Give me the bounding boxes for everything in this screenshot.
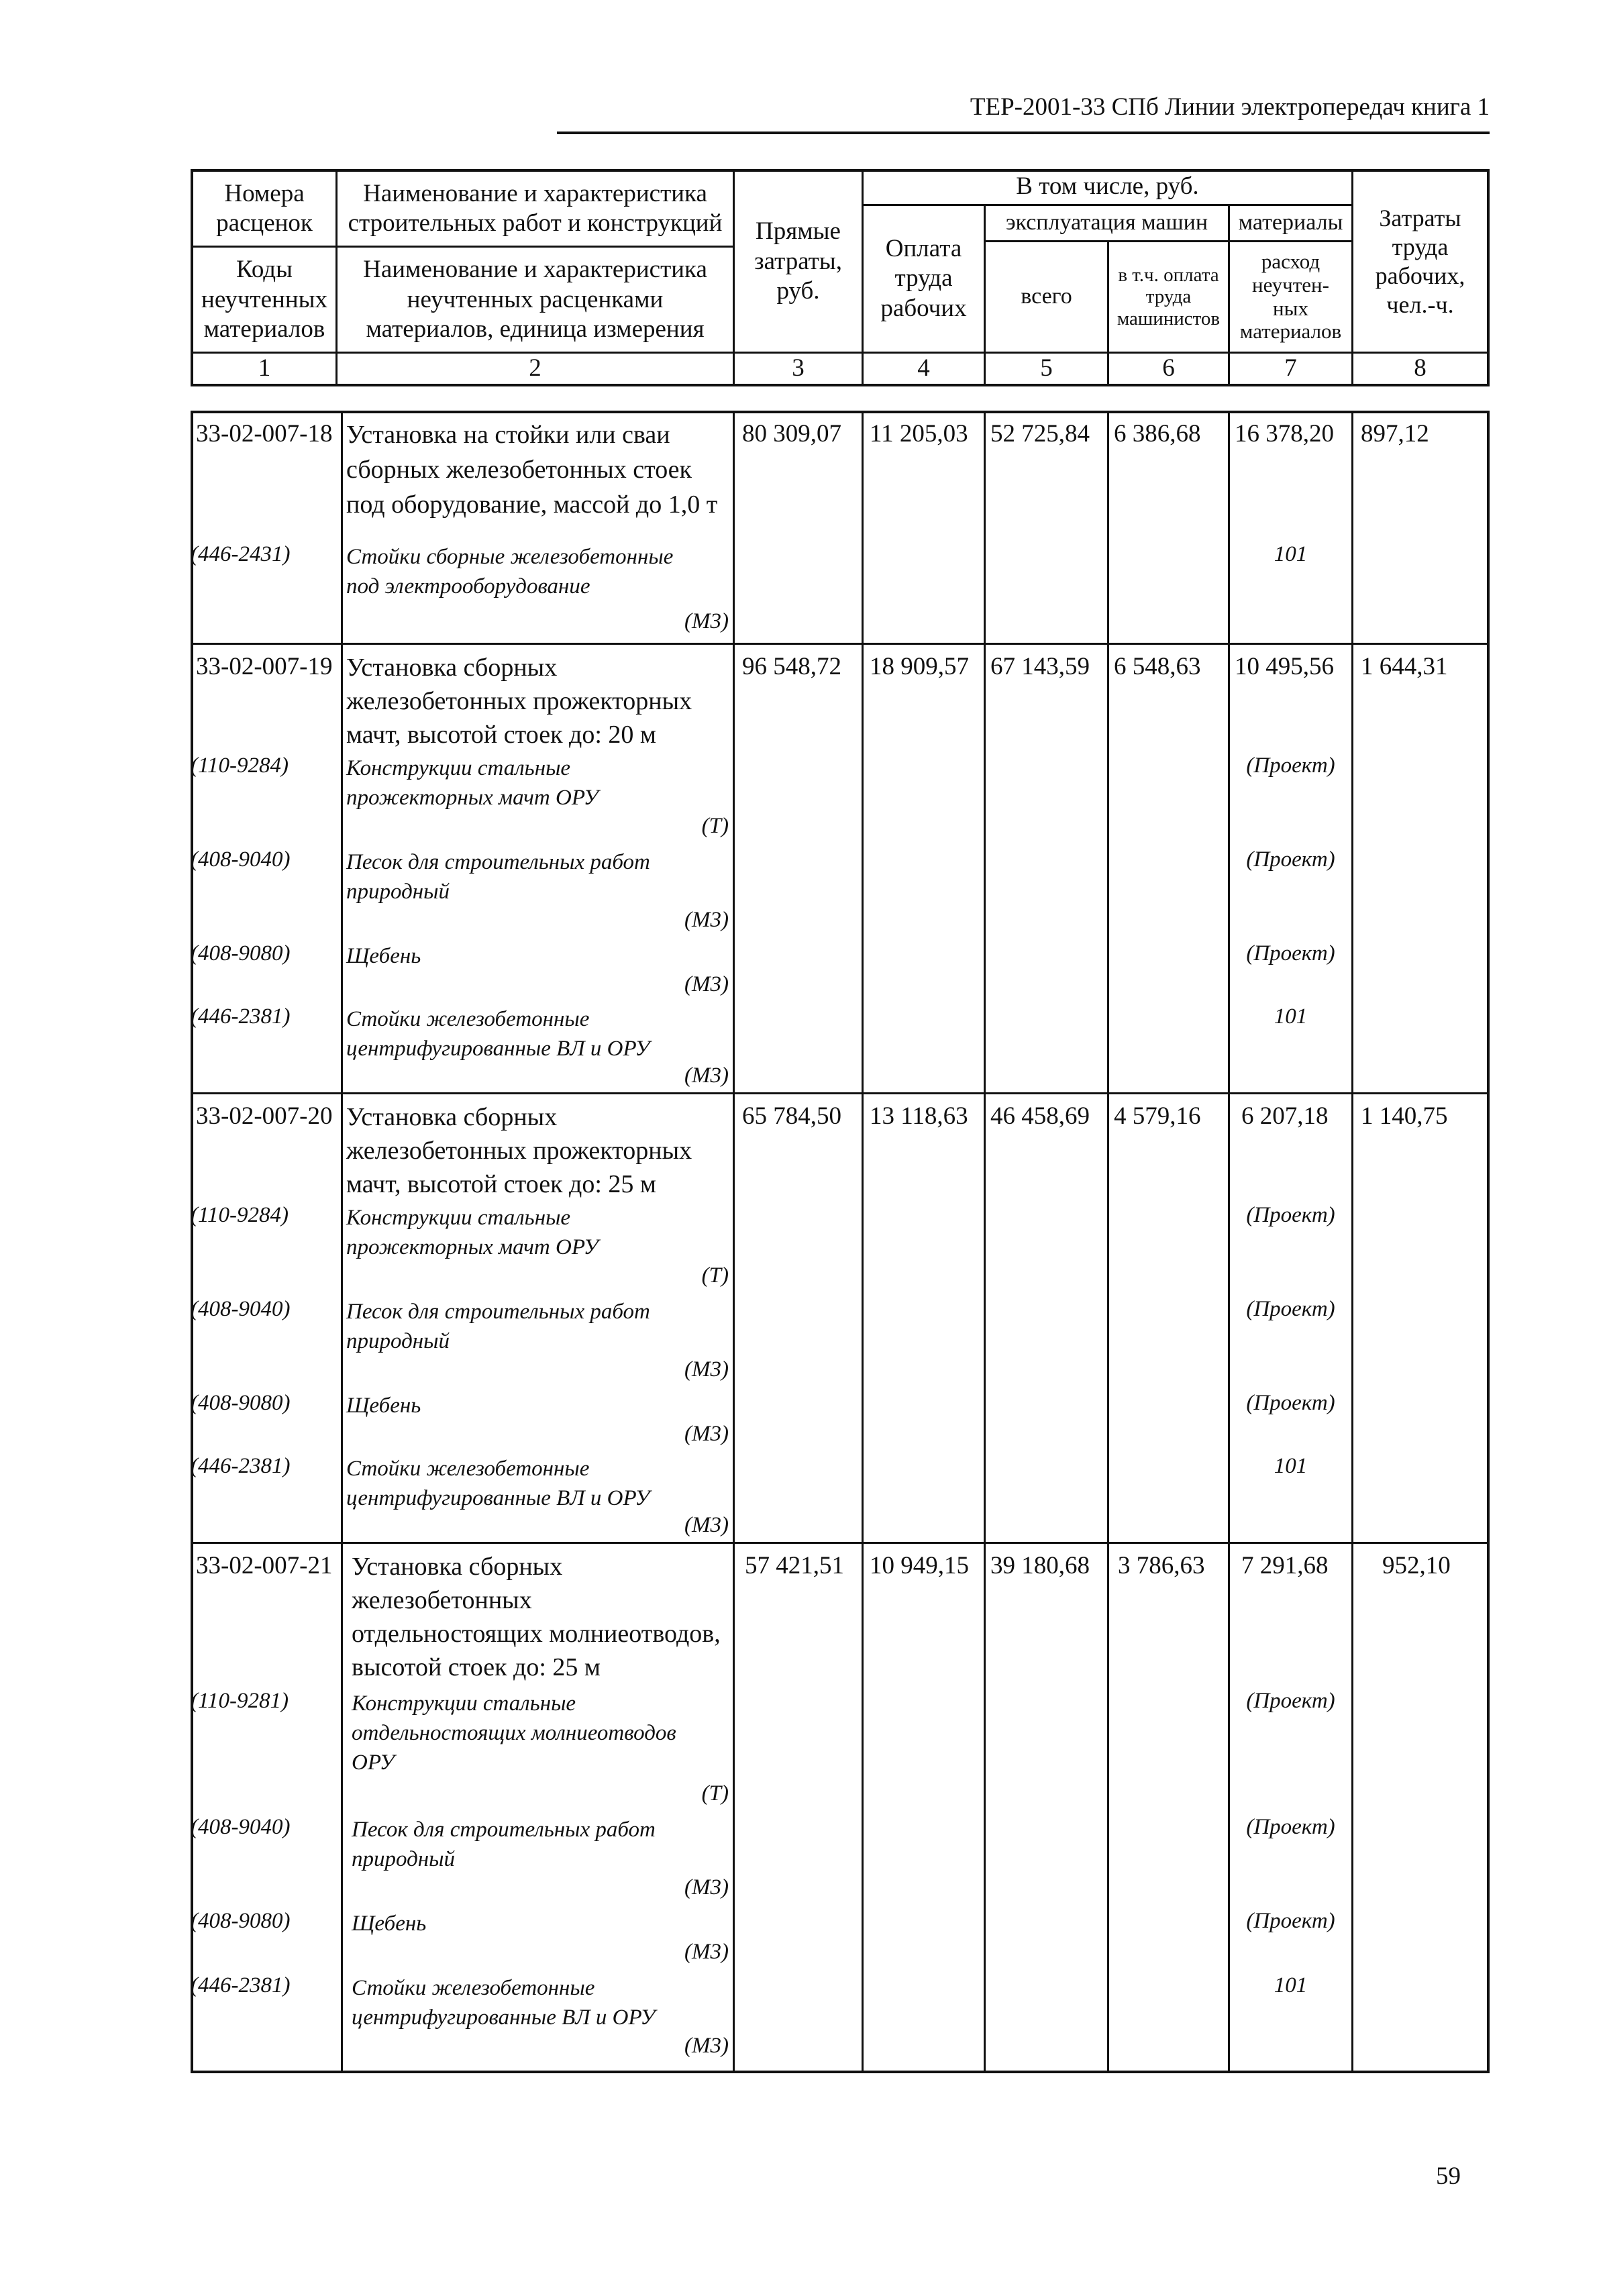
work-description-line: железобетонных прожекторных: [346, 1137, 692, 1165]
machinists-pay: 6 548,63: [1114, 653, 1201, 680]
work-description-line: мачт, высотой стоек до: 25 м: [346, 1170, 656, 1198]
material-unit: (М3): [684, 972, 729, 996]
material-name-line: Песок для строительных работ: [346, 1300, 650, 1324]
material-unit: (Т): [701, 1263, 729, 1288]
col-number: 6: [1162, 354, 1175, 382]
col3-header: Прямые затраты, руб.: [754, 217, 842, 305]
rate-code: 33-02-007-19: [196, 653, 333, 680]
labor-pay: 13 118,63: [870, 1102, 968, 1130]
material-unit: (М3): [684, 908, 729, 932]
labor-hours: 1 644,31: [1361, 653, 1448, 680]
material-consumption: (Проект): [1246, 753, 1335, 778]
material-consumption: 101: [1274, 1454, 1308, 1478]
page-number: 59: [1436, 2162, 1461, 2190]
direct-cost: 65 784,50: [742, 1102, 841, 1130]
material-name-line: Щебень: [352, 1912, 427, 1936]
col2-top-header: Наименование и характеристика строительных работ и конструкций: [348, 179, 723, 237]
material-consumption: (Проект): [1246, 1203, 1335, 1227]
machines-total: 52 725,84: [990, 420, 1090, 448]
work-description-line: мачт, высотой стоек до: 20 м: [346, 721, 656, 749]
labor-pay: 11 205,03: [870, 420, 968, 448]
rule: [191, 246, 733, 248]
machinists-pay: 6 386,68: [1114, 420, 1201, 448]
col-number: 7: [1284, 354, 1297, 382]
materials-group-header: материалы: [1238, 210, 1343, 236]
material-name-line: под электрооборудование: [346, 574, 590, 598]
work-description-line: Установка сборных: [346, 654, 558, 682]
material-code: (408-9040): [191, 1815, 291, 1839]
machines-group-header: эксплуатация машин: [1005, 210, 1208, 236]
rule: [191, 2071, 1490, 2073]
work-description-line: железобетонных: [352, 1586, 532, 1614]
table-row: [191, 1094, 1490, 1542]
material-name-line: центрифугированные ВЛ и ОРУ: [352, 2005, 656, 2030]
material-code: (446-2381): [191, 1973, 291, 1997]
material-name-line: природный: [346, 880, 450, 904]
material-name-line: Конструкции стальные: [346, 756, 571, 780]
breakdown-group-header: В том числе, руб.: [1016, 172, 1199, 200]
material-name-line: Щебень: [346, 944, 421, 968]
rate-code: 33-02-007-21: [196, 1552, 333, 1579]
material-consumption: (Проект): [1246, 1689, 1335, 1713]
material-consumption: 101: [1274, 1973, 1308, 1997]
material-name-line: прожекторных мачт ОРУ: [346, 1235, 599, 1259]
machines-total: 67 143,59: [990, 653, 1090, 680]
col6-header: в т.ч. оплата труда машинистов: [1117, 264, 1221, 329]
machines-total: 39 180,68: [990, 1552, 1090, 1579]
labor-hours: 1 140,75: [1361, 1102, 1448, 1130]
labor-pay: 10 949,15: [870, 1552, 969, 1579]
work-description-line: Установка сборных: [346, 1103, 558, 1131]
material-name-line: Щебень: [346, 1394, 421, 1418]
materials-cost: 6 207,18: [1241, 1102, 1329, 1130]
machinists-pay: 3 786,63: [1118, 1552, 1205, 1579]
material-unit: (М3): [684, 1422, 729, 1446]
work-description-line: высотой стоек до: 25 м: [352, 1653, 601, 1681]
materials-cost: 10 495,56: [1235, 653, 1334, 680]
material-name-line: Стойки железобетонные: [346, 1007, 590, 1031]
col1-bottom-header: Коды неучтенных материалов: [201, 256, 327, 344]
rates-table: [191, 411, 1490, 2073]
machinists-pay: 4 579,16: [1114, 1102, 1201, 1130]
col-number: 8: [1414, 354, 1427, 382]
material-name-line: природный: [346, 1329, 450, 1353]
material-code: (446-2381): [191, 1004, 291, 1029]
materials-cost: 16 378,20: [1235, 420, 1334, 448]
direct-cost: 96 548,72: [742, 653, 841, 680]
material-name-line: Песок для строительных работ: [352, 1818, 656, 1842]
col-number: 4: [917, 354, 930, 382]
header-rule: [557, 132, 1490, 134]
material-unit: (М3): [684, 1513, 729, 1537]
material-consumption: (Проект): [1246, 1391, 1335, 1415]
material-consumption: 101: [1274, 1004, 1308, 1029]
col8-header: Затраты труда рабочих, чел.-ч.: [1375, 204, 1465, 319]
col-number: 3: [792, 354, 805, 382]
material-code: (110-9281): [191, 1689, 289, 1713]
col-number: 2: [529, 354, 541, 382]
rate-code: 33-02-007-18: [196, 420, 333, 448]
material-unit: (М3): [684, 609, 729, 633]
material-unit: (М3): [684, 1357, 729, 1381]
material-consumption: 101: [1274, 542, 1308, 566]
machines-total: 46 458,69: [990, 1102, 1090, 1130]
material-unit: (М3): [684, 1063, 729, 1088]
labor-hours: 952,10: [1382, 1552, 1451, 1579]
material-name-line: Конструкции стальные: [352, 1691, 576, 1716]
work-description-line: отдельностоящих молниеотводов,: [352, 1620, 721, 1648]
material-code: (446-2431): [191, 542, 291, 566]
work-description-line: под оборудование, массой до 1,0 т: [346, 490, 718, 519]
running-head: ТЕР-2001-33 СПб Линии электропередач книга 1: [970, 93, 1490, 121]
work-description-line: железобетонных прожекторных: [346, 687, 692, 715]
material-name-line: центрифугированные ВЛ и ОРУ: [346, 1037, 650, 1061]
material-code: (110-9284): [191, 753, 289, 778]
col-number: 1: [258, 354, 271, 382]
material-code: (446-2381): [191, 1454, 291, 1478]
table-header: [191, 169, 1490, 386]
rule: [1487, 169, 1490, 386]
material-consumption: (Проект): [1246, 847, 1335, 872]
material-name-line: прожекторных мачт ОРУ: [346, 786, 599, 810]
material-code: (408-9080): [191, 941, 291, 966]
col2-bottom-header: Наименование и характеристика неучтенных расценками материалов, единица измерения: [363, 256, 707, 344]
material-code: (408-9040): [191, 847, 291, 872]
col-number: 5: [1040, 354, 1053, 382]
material-consumption: (Проект): [1246, 1909, 1335, 1933]
table-row: [191, 1544, 1490, 2071]
work-description-line: Установка сборных: [352, 1553, 563, 1581]
material-name-line: Стойки железобетонные: [352, 1976, 595, 2000]
work-description-line: Установка на стойки или сваи: [346, 421, 670, 449]
material-name-line: Песок для строительных работ: [346, 850, 650, 874]
col1-top-header: Номера расценок: [216, 179, 313, 237]
rule: [191, 384, 1490, 386]
material-unit: (Т): [701, 814, 729, 838]
col5-header: всего: [1021, 284, 1072, 309]
table-row: [191, 645, 1490, 1092]
material-name-line: отдельностоящих молниеотводов: [352, 1721, 676, 1745]
material-unit: (М3): [684, 1940, 729, 1964]
work-description-line: сборных железобетонных стоек: [346, 456, 692, 484]
material-code: (408-9080): [191, 1391, 291, 1415]
labor-pay: 18 909,57: [870, 653, 969, 680]
material-name-line: ОРУ: [352, 1751, 395, 1775]
material-consumption: (Проект): [1246, 1815, 1335, 1839]
labor-hours: 897,12: [1361, 420, 1429, 448]
material-consumption: (Проект): [1246, 941, 1335, 966]
col7-header: расход неучтен-ных материалов: [1239, 250, 1342, 344]
material-code: (408-9080): [191, 1909, 291, 1933]
material-unit: (М3): [684, 2034, 729, 2058]
material-name-line: природный: [352, 1847, 455, 1871]
direct-cost: 57 421,51: [745, 1552, 844, 1579]
col4-header: Оплата труда рабочих: [880, 234, 967, 322]
material-code: (408-9040): [191, 1297, 291, 1321]
material-unit: (М3): [684, 1875, 729, 1899]
direct-cost: 80 309,07: [742, 420, 841, 448]
material-name-line: Стойки железобетонные: [346, 1457, 590, 1481]
material-name-line: центрифугированные ВЛ и ОРУ: [346, 1486, 650, 1510]
material-code: (110-9284): [191, 1203, 289, 1227]
material-consumption: (Проект): [1246, 1297, 1335, 1321]
material-name-line: Стойки сборные железобетонные: [346, 545, 674, 569]
table-row: [191, 411, 1490, 643]
rate-code: 33-02-007-20: [196, 1102, 333, 1130]
materials-cost: 7 291,68: [1241, 1552, 1329, 1579]
material-unit: (Т): [701, 1781, 729, 1806]
material-name-line: Конструкции стальные: [346, 1206, 571, 1230]
